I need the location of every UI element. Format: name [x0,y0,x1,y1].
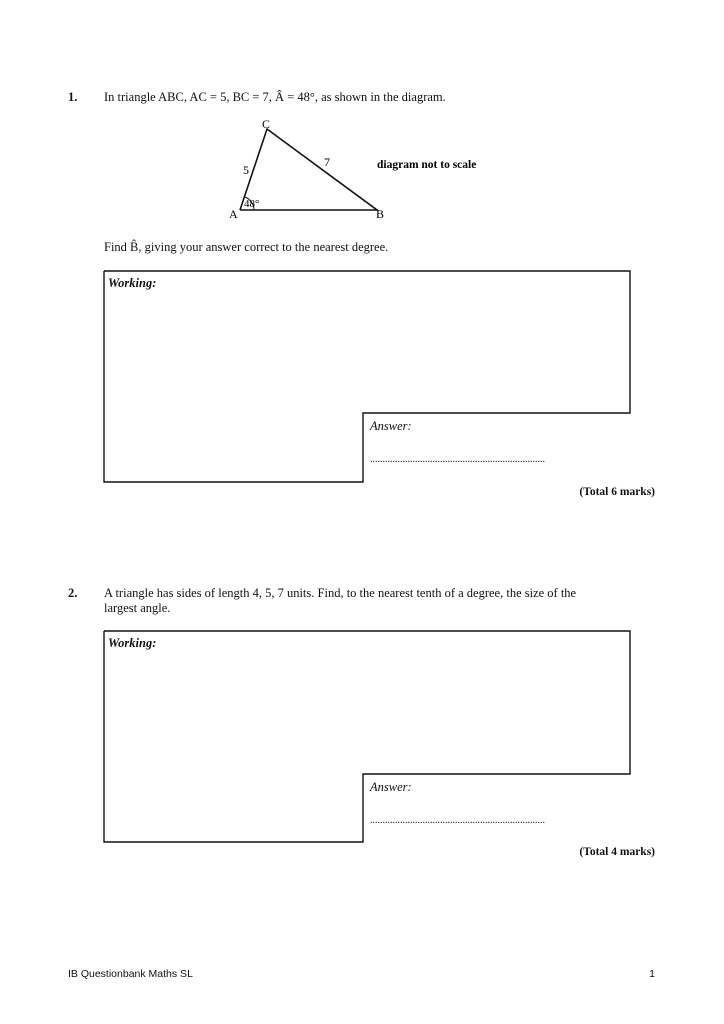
q1-total-marks: (Total 6 marks) [579,486,655,498]
footer-source: IB Questionbank Maths SL [68,968,193,980]
side-bc-label: 7 [324,155,330,169]
q1-stem: In triangle ABC, AC = 5, BC = 7, Â = 48°, as shown in the diagram. [104,90,446,104]
q2-stem-line2: largest angle. [104,601,171,615]
q1-answer-label: Answer: [370,419,412,433]
q2-answer-line[interactable]: ...................................................................... [370,815,545,826]
q1-triangle-diagram [220,114,540,224]
q2-stem-line1: A triangle has sides of length 4, 5, 7 units. Find, to the nearest tenth of a degree, the size of the [104,586,577,600]
q2-number: 2. [68,586,78,600]
q1-task: Find B̂, giving your answer correct to the nearest degree. [104,240,389,254]
q1-working-label: Working: [108,276,157,290]
side-ac-label: 5 [243,163,249,177]
q1-answer-line[interactable]: ...................................................................... [370,454,545,465]
not-to-scale-note: diagram not to scale [377,159,477,171]
angle-a-label: 48° [244,198,260,210]
q2-answer-label: Answer: [370,780,412,794]
q1-answer-box [103,270,633,485]
vertex-b-label: B [376,207,385,221]
q2-working-label: Working: [108,636,157,650]
triangle-outline [240,129,377,210]
q2-answer-box [103,630,633,845]
footer-page-number: 1 [649,968,655,980]
q1-number: 1. [68,90,78,104]
q2-total-marks: (Total 4 marks) [579,846,655,858]
vertex-a-label: A [229,207,238,221]
vertex-c-label: C [262,117,271,131]
